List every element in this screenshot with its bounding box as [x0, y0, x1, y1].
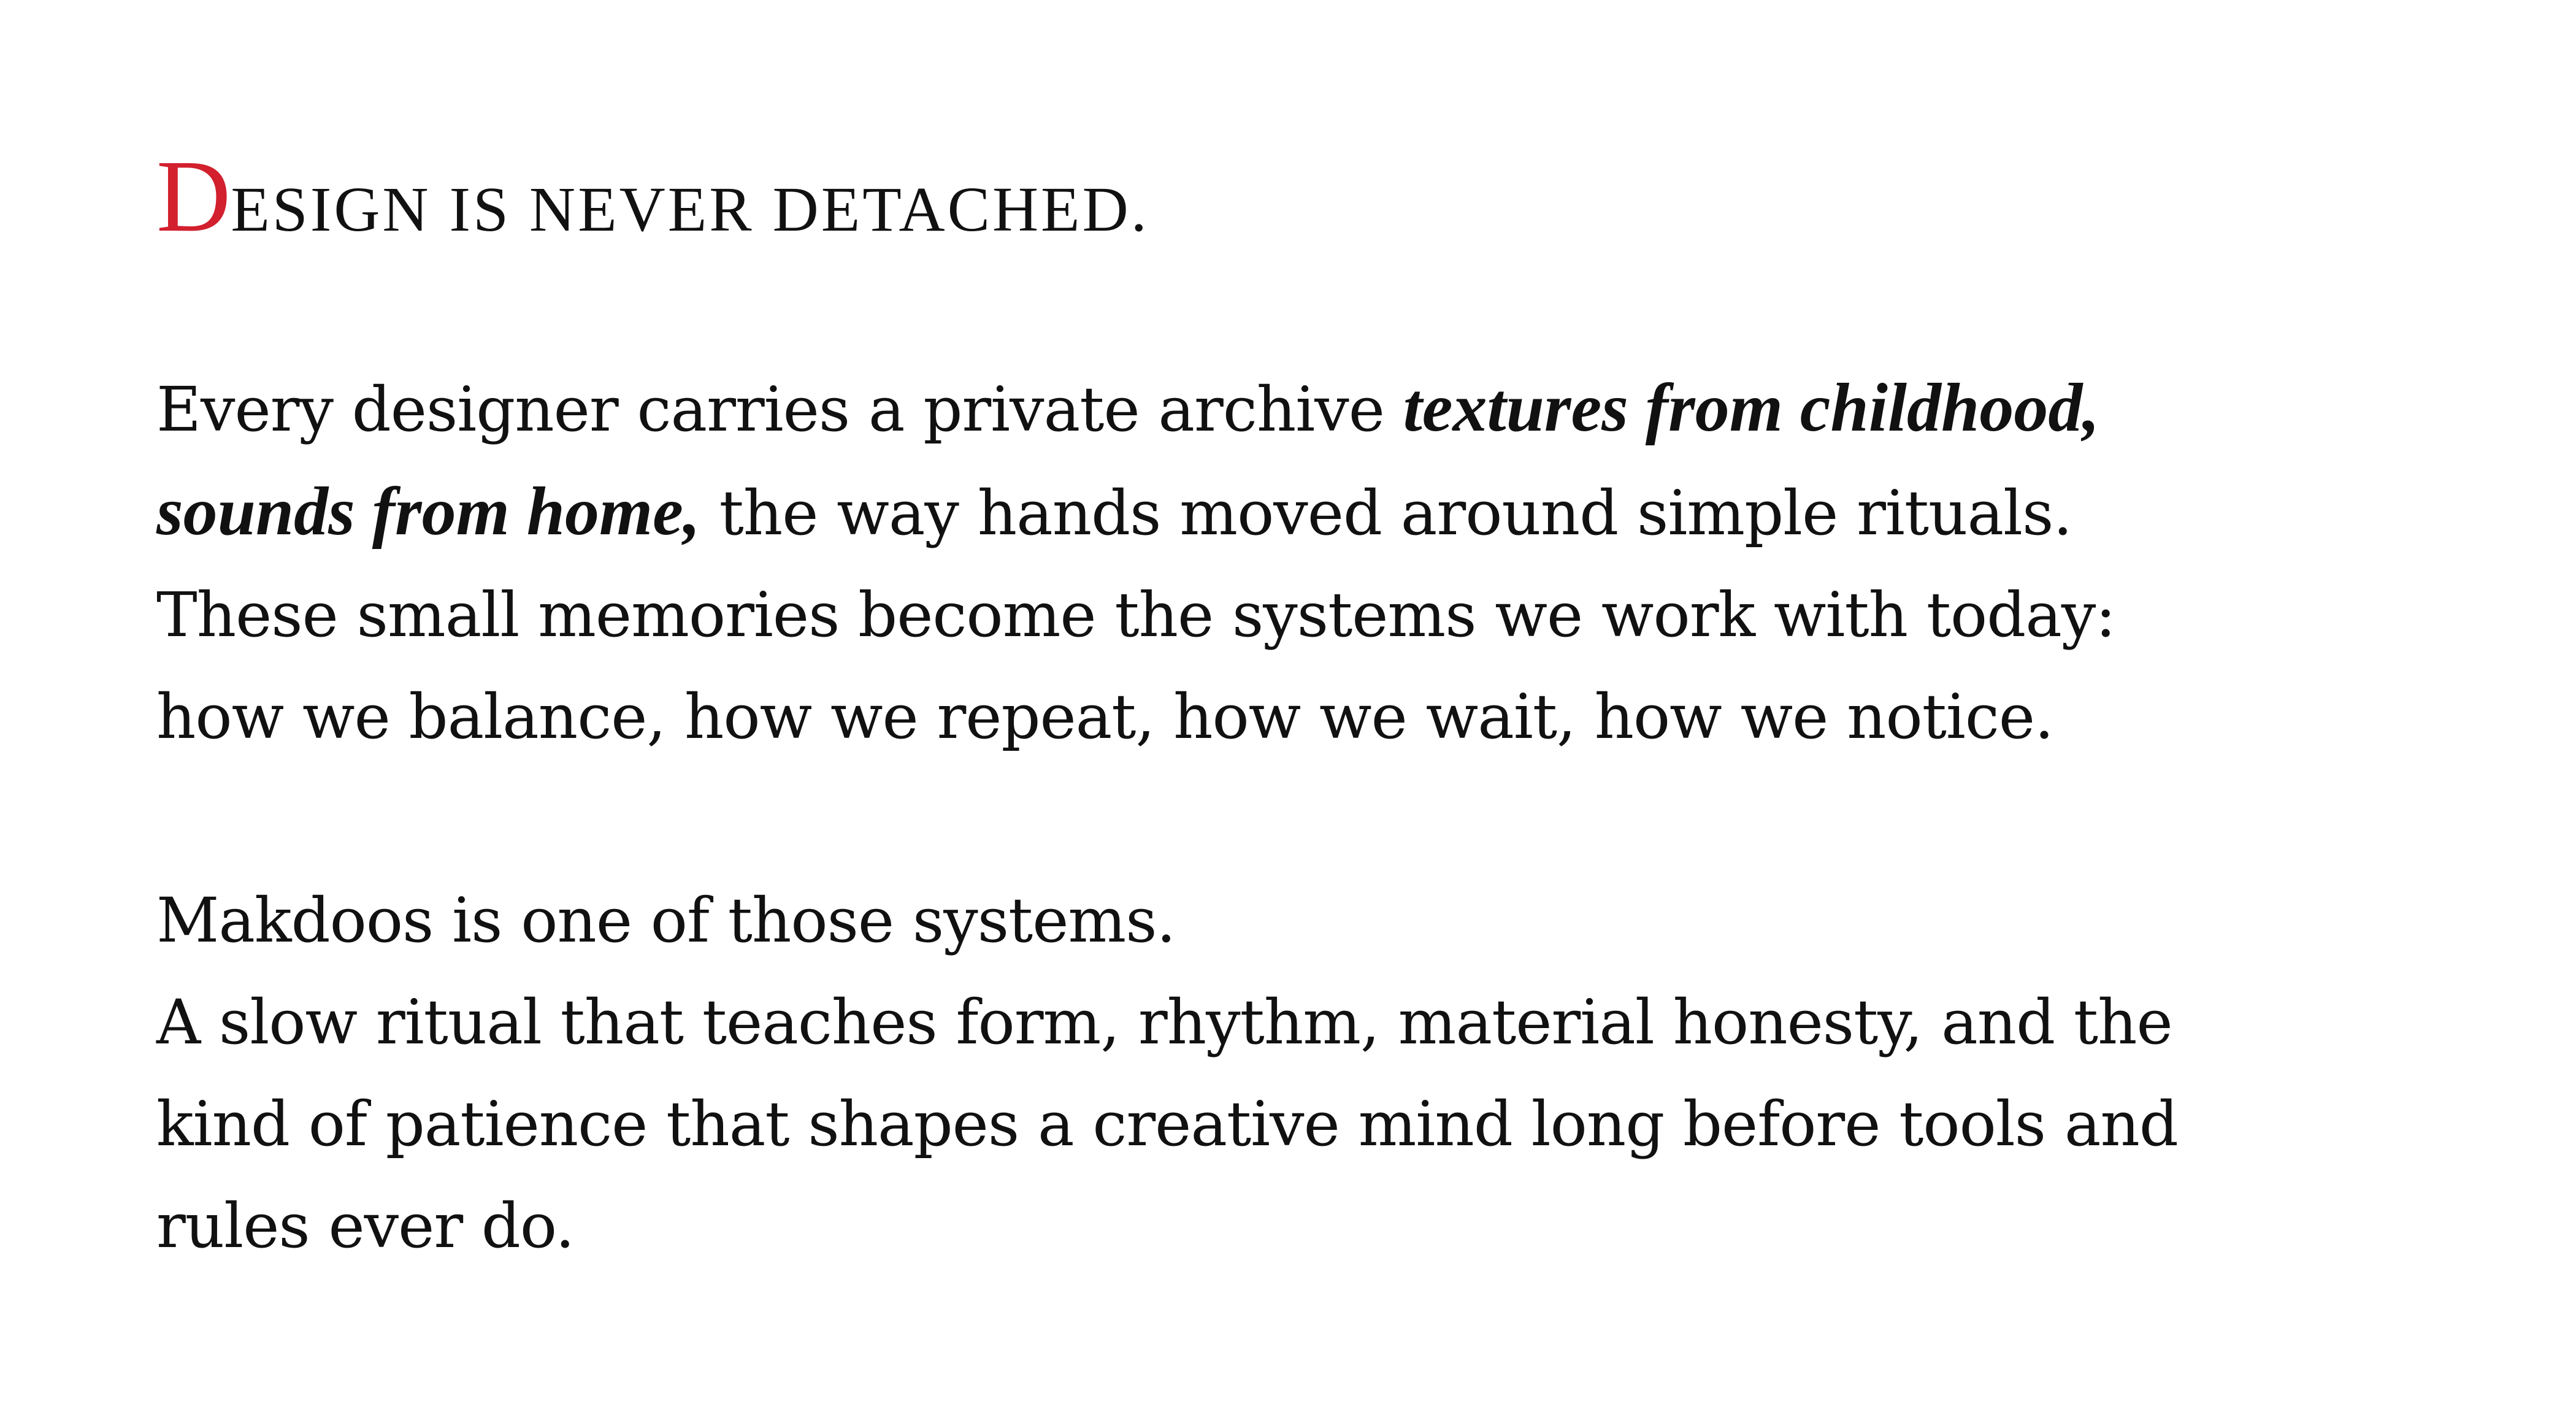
paragraph-line: A slow ritual that teaches form, rhythm, material honesty, and the	[156, 986, 2172, 1058]
paragraph-line	[156, 357, 2487, 461]
heading-text: ESIGN IS NEVER DETACHED.	[231, 174, 1149, 245]
paragraph-line: kind of patience that shapes a creative mind long before tools and	[156, 1088, 2178, 1160]
emphasized-text: sounds from home,	[156, 474, 700, 550]
text-block	[156, 141, 2487, 1277]
line-text: Every designer carries a private archive	[156, 374, 1403, 445]
heading	[156, 141, 2487, 265]
paragraph-line: how we balance, how we repeat, how we wait, how we notice.	[156, 681, 2053, 753]
paragraph-makdoos	[156, 870, 2487, 1277]
emphasized-text: textures from childhood,	[1403, 370, 2100, 446]
paragraph-line	[156, 461, 2487, 564]
paragraph-line: Makdoos is one of those systems.	[156, 885, 1176, 956]
paragraph-designer-archive	[156, 357, 2487, 768]
line-text: the way hands moved around simple rituals.	[700, 477, 2072, 549]
heading-initial: D	[156, 139, 231, 253]
paragraph-line: These small memories become the systems we work with today:	[156, 579, 2116, 651]
paragraph-line: rules ever do.	[156, 1190, 575, 1262]
